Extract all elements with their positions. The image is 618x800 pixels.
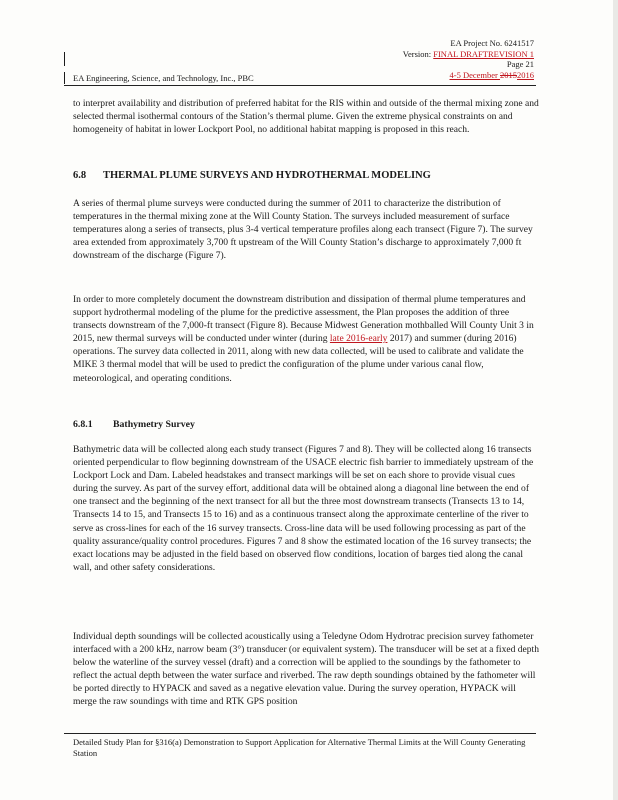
paragraph-intro: to interpret availability and distribution of preferred habitat for the RIS within and outside of the thermal mixing zone and selected thermal isothermal contours of the Station’s thermal plume. Given the extreme physical constraints on and homogeneity of habitat in lower Lockport Pool, no additional habitat mapping is proposed in this reach. xyxy=(73,98,539,136)
paragraph-thermal-surveys: A series of thermal plume surveys were conducted during the summer of 2011 to characterize the distribution of temperatures in the thermal mixing zone at the Will County Station. The surveys included measurement of surface temperatures along a series of transects, plus 3-4 vertical temperature profiles along each transect (Figure 7). The survey area extended from approximately 3,700 ft upstream of the Will County Station’s discharge to approximately 7,000 ft downstream of the discharge (Figure 7). xyxy=(73,198,533,262)
paragraph-bathymetry: Bathymetric data will be collected along each study transect (Figures 7 and 8). They will be collected along 16 transects oriented perpendicular to flow beginning downstream of the USACE electric fish barrier to immediately upstream of the Lockport Lock and Dam. Labeled headstakes and transect markings will be set on each shore to provide visual cues during the survey. As part of the survey effort, additional data will be obtained along a diagonal line between the end of one transect and the beginning of the next transect for all but the three most downstream transects (Transects 13 to 14, Transects 14 to 15, and Transects 15 to 16) and as a continuous transect along the approximate centerline of the river to serve as cross-lines for each of the 16 survey transects. Cross-line data will be used following processing as part of the quality assurance/quality control procedures. Figures 7 and 8 show the estimated location of the 16 survey transects; the exact locations may be adjusted in the field based on observed flow conditions, location of barges tied along the canal wall, and other safety considerations. xyxy=(73,444,534,573)
footer-text: Detailed Study Plan for §316(a) Demonstration to Support Application for Alternative Thermal Limits at the Will County Generating Station xyxy=(73,737,526,758)
section-heading-6-8: 6.8 THERMAL PLUME SURVEYS AND HYDROTHERMAL MODELING xyxy=(73,170,431,181)
tracked-insertion: late 2016-early xyxy=(329,333,388,345)
date-deleted: 2015 xyxy=(500,69,517,80)
header-bar xyxy=(64,72,65,84)
project-number: EA Project No. 6241517 xyxy=(450,38,534,48)
revision-bar xyxy=(64,52,65,66)
page-number: Page 21 xyxy=(506,59,534,69)
version-line: Version: FINAL DRAFTREVISION 1 xyxy=(402,48,534,59)
date-line: 4-5 December 20152016 xyxy=(449,69,534,80)
page-edge xyxy=(613,0,618,800)
footer-rule xyxy=(64,733,536,734)
date-inserted: 2016 xyxy=(517,69,534,80)
version-value: FINAL DRAFTREVISION 1 xyxy=(433,48,534,59)
paragraph-plan: In order to more completely document the downstream distribution and dissipation of thermal plume temperatures and support hydrothermal modeling of the plume for the predictive assessment, the Plan proposes the addition of three transects downstream of the 7,000-ft transect (Figure 8). Because Midwest Generation mothballed Will County Unit 3 in 2015, new thermal surveys will be conducted under winter (during late 2016-early 2017) and summer (during 2016) operations. The survey data collected in 2011, along with new data collected, will be used to calibrate and validate the MIKE 3 thermal model that will be used to predict the configuration of the plume under various canal flow, meteorological, and operating conditions. xyxy=(73,294,534,384)
paragraph-depth-soundings: Individual depth soundings will be collected acoustically using a Teledyne Odom Hydrotrac precision survey fathometer interfaced with a 200 kHz, narrow beam (3°) transducer (or equivalent system). The transducer will be set at a fixed depth below the waterline of the survey vessel (draft) and a correction will be applied to the soundings by the fathometer to reflect the actual depth between the water surface and riverbed. The raw depth soundings obtained by the fathometer will be ported directly to HYPACK and saved as a negative elevation value. During the survey operation, HYPACK will merge the raw soundings with time and RTK GPS position xyxy=(73,631,539,708)
company-name: EA Engineering, Science, and Technology, Inc., PBC xyxy=(73,73,254,83)
header-meta xyxy=(403,38,534,80)
header-rule xyxy=(64,85,536,86)
section-heading-6-8-1: 6.8.1 Bathymetry Survey xyxy=(73,419,195,430)
